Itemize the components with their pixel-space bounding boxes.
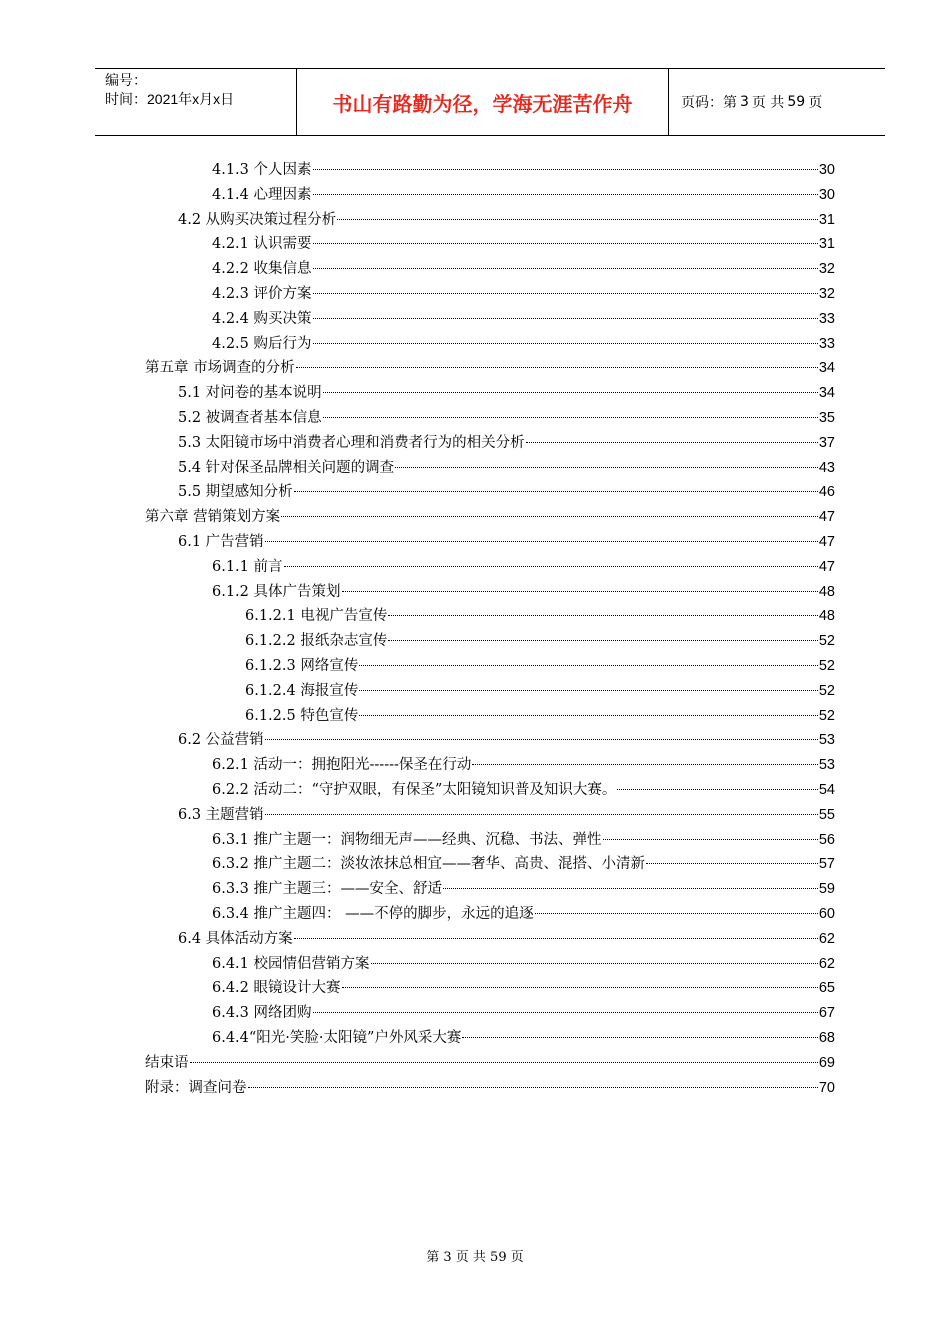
toc-entry-title: 6.4.1 校园情侣营销方案 — [212, 955, 370, 972]
toc-entry-title: 6.1.2.5 特色宣传 — [245, 707, 359, 724]
toc-leader-dots — [323, 417, 818, 418]
header-motto: 书山有路勤为径，学海无涯苦作舟 — [297, 69, 669, 135]
toc-entry-title: 附录：调查问卷 — [145, 1079, 247, 1096]
toc-entry-title: 5.4 针对保圣品牌相关问题的调查 — [178, 459, 395, 476]
toc-entry[interactable] — [145, 505, 835, 530]
toc-entry[interactable] — [212, 158, 835, 183]
toc-entry[interactable] — [212, 1001, 835, 1026]
toc-entry-title: 4.2.2 收集信息 — [212, 261, 312, 278]
toc-entry[interactable] — [178, 456, 835, 481]
toc-entry[interactable] — [212, 778, 835, 803]
toc-entry-page: 34 — [818, 385, 835, 402]
toc-leader-dots — [281, 516, 818, 517]
toc-entry-page: 48 — [818, 608, 835, 625]
toc-leader-dots — [313, 243, 818, 244]
page-header — [95, 68, 885, 136]
toc-leader-dots — [294, 491, 818, 492]
toc-entry-page: 31 — [818, 211, 835, 228]
toc-entry-title: 4.2 从购买决策过程分析 — [178, 211, 337, 228]
toc-entry-page: 37 — [818, 434, 835, 451]
header-page-info — [669, 69, 885, 135]
toc-entry-page: 53 — [818, 732, 835, 749]
toc-leader-dots — [359, 715, 818, 716]
toc-leader-dots — [342, 591, 818, 592]
toc-leader-dots — [190, 1062, 818, 1063]
toc-entry[interactable] — [212, 902, 835, 927]
toc-entry-title: 5.1 对问卷的基本说明 — [178, 385, 322, 402]
toc-entry[interactable] — [178, 927, 835, 952]
page-current: 3 — [740, 94, 749, 110]
toc-entry-page: 55 — [818, 806, 835, 823]
toc-entry-page: 54 — [818, 782, 835, 798]
toc-entry-title: 6.1.2.1 电视广告宣传 — [245, 608, 388, 625]
toc-entry-page: 31 — [818, 236, 835, 253]
toc-entry[interactable] — [212, 1026, 835, 1051]
toc-entry-title: 4.1.4 心理因素 — [212, 186, 312, 203]
toc-entry[interactable] — [145, 356, 835, 381]
toc-entry-page: 33 — [818, 335, 835, 352]
toc-entry-page: 62 — [818, 955, 835, 972]
toc-entry-page: 35 — [818, 410, 835, 426]
toc-entry-title: 结束语 — [145, 1054, 189, 1071]
toc-entry-page: 56 — [818, 831, 835, 848]
page-total: 59 — [787, 94, 806, 110]
toc-leader-dots — [313, 293, 818, 294]
toc-entry-title: 6.4.3 网络团购 — [212, 1005, 312, 1022]
toc-leader-dots — [313, 343, 818, 344]
document-time: 时间：2021年x月x日 — [105, 91, 235, 107]
toc-leader-dots — [388, 615, 818, 616]
toc-entry-title: 6.2.1 活动一：拥抱阳光------保圣在行动 — [212, 757, 472, 774]
toc-entry-page: 32 — [818, 261, 835, 278]
toc-entry-title: 6.3.2 推广主题二：淡妆浓抹总相宜——奢华、高贵、混搭、小清新 — [212, 856, 646, 873]
toc-entry-page: 68 — [818, 1030, 835, 1046]
toc-entry-title: 6.1 广告营销 — [178, 534, 264, 550]
toc-leader-dots — [359, 665, 818, 666]
toc-leader-dots — [294, 938, 818, 939]
toc-leader-dots — [284, 566, 818, 567]
toc-entry-page: 57 — [818, 856, 835, 873]
toc-entry-title: 4.2.1 认识需要 — [212, 236, 312, 253]
toc-entry-page: 60 — [818, 906, 835, 922]
toc-leader-dots — [395, 467, 818, 468]
toc-leader-dots — [296, 367, 818, 368]
toc-entry[interactable] — [178, 480, 835, 505]
toc-entry[interactable] — [178, 803, 835, 828]
toc-leader-dots — [443, 888, 818, 889]
toc-entry-page: 62 — [818, 930, 835, 947]
toc-entry-page: 34 — [818, 360, 835, 377]
toc-entry[interactable] — [212, 232, 835, 257]
toc-entry[interactable] — [245, 654, 835, 679]
toc-leader-dots — [337, 219, 818, 220]
toc-leader-dots — [248, 1087, 818, 1088]
toc-entry[interactable] — [178, 406, 835, 431]
toc-entry[interactable] — [212, 852, 835, 877]
toc-entry-page: 52 — [818, 633, 835, 650]
header-meta — [95, 69, 297, 135]
page-suffix: 页 — [808, 95, 823, 111]
toc-entry[interactable] — [245, 704, 835, 729]
toc-entry[interactable] — [212, 257, 835, 282]
toc-entry[interactable] — [212, 183, 835, 208]
page-prefix: 页码：第 — [681, 95, 737, 111]
toc-leader-dots — [265, 541, 818, 542]
toc-entry-title: 6.3.4 推广主题四： ——不停的脚步，永远的追逐 — [212, 906, 534, 922]
toc-entry[interactable] — [245, 679, 835, 704]
toc-entry-page: 47 — [818, 558, 835, 575]
toc-entry-page: 67 — [818, 1005, 835, 1022]
toc-entry-title: 4.2.3 评价方案 — [212, 286, 312, 302]
toc-entry[interactable] — [212, 952, 835, 977]
toc-entry-title: 6.1.1 前言 — [212, 558, 283, 575]
toc-leader-dots — [388, 640, 818, 641]
toc-entry-title: 6.3 主题营销 — [178, 806, 264, 823]
page-footer: 第 3 页 共 59 页 — [426, 1250, 524, 1265]
toc-entry-page: 53 — [818, 757, 835, 774]
toc-leader-dots — [265, 739, 818, 740]
toc-leader-dots — [342, 987, 818, 988]
toc-entry[interactable] — [212, 753, 835, 778]
toc-entry-title: 6.2 公益营销 — [178, 732, 264, 749]
toc-entry-page: 52 — [818, 707, 835, 724]
toc-leader-dots — [603, 839, 818, 840]
toc-leader-dots — [526, 442, 818, 443]
toc-leader-dots — [472, 764, 817, 765]
toc-entry-title: 4.2.4 购买决策 — [212, 310, 312, 327]
document-number-label: 编号： — [105, 72, 147, 88]
toc-leader-dots — [313, 194, 818, 195]
toc-entry[interactable] — [178, 728, 835, 753]
toc-entry-title: 5.3 太阳镜市场中消费者心理和消费者行为的相关分析 — [178, 434, 525, 451]
toc-entry-title: 6.1.2.2 报纸杂志宣传 — [245, 633, 388, 650]
toc-entry-title: 5.5 期望感知分析 — [178, 484, 293, 501]
toc-entry[interactable] — [212, 555, 835, 580]
toc-entry-title: 6.4.4“阳光·笑脸·太阳镜”户外风采大赛 — [212, 1030, 462, 1046]
toc-entry[interactable] — [212, 332, 835, 357]
toc-leader-dots — [535, 913, 818, 914]
toc-leader-dots — [462, 1037, 817, 1038]
toc-entry[interactable] — [245, 629, 835, 654]
toc-entry-title: 6.2.2 活动二：“守护双眼，有保圣”太阳镜知识普及知识大赛。 — [212, 782, 617, 798]
toc-leader-dots — [646, 863, 818, 864]
toc-entry-page: 43 — [818, 459, 835, 476]
toc-entry-title: 6.1.2.3 网络宣传 — [245, 658, 359, 674]
toc-leader-dots — [617, 789, 818, 790]
toc-entry[interactable] — [212, 282, 835, 307]
toc-entry[interactable] — [212, 976, 835, 1001]
toc-entry-title: 第五章 市场调查的分析 — [145, 360, 295, 377]
toc-leader-dots — [313, 268, 818, 269]
page-mid: 页 共 — [751, 95, 785, 111]
toc-entry-page: 47 — [818, 534, 835, 550]
toc-entry-page: 52 — [818, 658, 835, 674]
toc-leader-dots — [323, 392, 818, 393]
toc-entry-page: 48 — [818, 583, 835, 600]
toc-entry[interactable] — [212, 877, 835, 902]
toc-entry-page: 46 — [818, 484, 835, 501]
toc-entry-page: 30 — [818, 162, 835, 178]
toc-entry-page: 32 — [818, 286, 835, 302]
toc-entry-title: 6.1.2 具体广告策划 — [212, 583, 341, 600]
toc-leader-dots — [265, 814, 818, 815]
toc-entry-title: 5.2 被调查者基本信息 — [178, 410, 322, 426]
toc-entry-page: 69 — [818, 1054, 835, 1071]
toc-entry[interactable] — [212, 828, 835, 853]
toc-entry[interactable] — [212, 307, 835, 332]
toc-entry-page: 65 — [818, 980, 835, 997]
toc-entry-page: 30 — [818, 186, 835, 203]
toc-leader-dots — [371, 963, 818, 964]
toc-entry-title: 第六章 营销策划方案 — [145, 509, 281, 526]
toc-entry-title: 6.3.3 推广主题三：——安全、舒适 — [212, 881, 443, 898]
toc-entry[interactable] — [212, 580, 835, 605]
toc-entry[interactable] — [145, 1076, 835, 1101]
toc-entry[interactable] — [178, 208, 835, 233]
toc-entry-title: 4.2.5 购后行为 — [212, 335, 312, 352]
toc-entry-page: 33 — [818, 310, 835, 327]
toc-entry[interactable] — [178, 431, 835, 456]
toc-entry[interactable] — [178, 381, 835, 406]
toc-leader-dots — [313, 318, 818, 319]
toc-entry[interactable] — [178, 530, 835, 555]
toc-entry-title: 6.4 具体活动方案 — [178, 930, 293, 947]
toc-leader-dots — [313, 1012, 818, 1013]
toc-entry-page: 52 — [818, 682, 835, 699]
toc-entry-title: 6.4.2 眼镜设计大赛 — [212, 980, 341, 997]
toc-entry-page: 47 — [818, 509, 835, 526]
toc-entry-title: 4.1.3 个人因素 — [212, 162, 312, 178]
toc-leader-dots — [313, 169, 818, 170]
toc-entry-title: 6.3.1 推广主题一：润物细无声——经典、沉稳、书法、弹性 — [212, 831, 602, 848]
toc-entry-title: 6.1.2.4 海报宣传 — [245, 682, 359, 699]
toc-entry[interactable] — [145, 1051, 835, 1076]
toc-leader-dots — [359, 690, 818, 691]
toc-entry-page: 70 — [818, 1079, 835, 1096]
toc-entry-page: 59 — [818, 881, 835, 898]
toc-entry[interactable] — [245, 604, 835, 629]
